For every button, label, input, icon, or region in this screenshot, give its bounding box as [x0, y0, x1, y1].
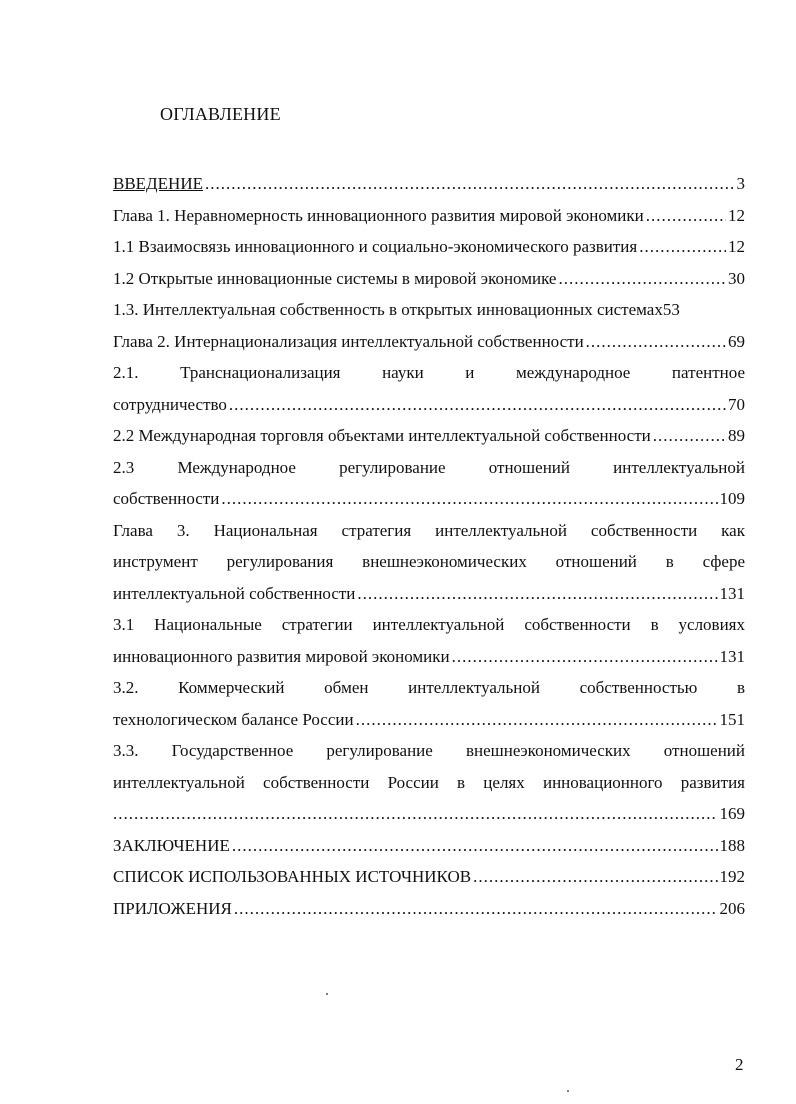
toc-entry-2-2 — [113, 420, 745, 452]
toc-label: Глава 2. Интернационализация интеллектуальной собственности — [113, 331, 584, 351]
toc-entry-3-2-line2 — [113, 704, 745, 736]
toc-entry-1-2 — [113, 263, 745, 295]
toc-label: 2.2 Международная торговля объектами интеллектуальной собственности — [113, 426, 651, 445]
toc-entry-chapter-1 — [113, 200, 745, 232]
toc-entry-chapter-3-line3 — [113, 578, 745, 610]
toc-entry-chapter-2 — [113, 326, 745, 358]
toc-page: 12 — [728, 237, 745, 256]
page-title: ОГЛАВЛЕНИЕ — [160, 104, 281, 124]
toc-entry-2-1-line1: 2.1. Транснационализация науки и международное патентное — [113, 363, 745, 382]
toc-page: 169 — [719, 804, 745, 823]
toc-entry-3-2-line1: 3.2. Коммерческий обмен интеллектуальной собственностью в — [113, 678, 745, 697]
toc-page: 131 — [719, 646, 745, 666]
scan-speck — [326, 993, 328, 995]
toc-entry-2-3-line2 — [113, 483, 745, 515]
toc-page: 69 — [728, 331, 745, 351]
toc-label: Глава 1. Неравномерность инновационного развития мировой экономики — [113, 205, 644, 225]
toc-entry-2-1-line2 — [113, 389, 745, 421]
toc-page: 188 — [719, 835, 745, 855]
toc-entry-chapter-3-line1: Глава 3. Национальная стратегия интеллектуальной собственности как — [113, 520, 745, 540]
page-number: 2 — [735, 1055, 744, 1074]
toc-page: 3 — [736, 174, 745, 193]
toc-page: 109 — [719, 489, 745, 508]
toc-entry-appendix — [113, 893, 745, 925]
toc-entry-2-3-line1: 2.3 Международное регулирование отношений интеллектуальной — [113, 457, 745, 477]
toc-label: СПИСОК ИСПОЛЬЗОВАННЫХ ИСТОЧНИКОВ — [113, 867, 472, 886]
toc-label: технологическом балансе России — [113, 709, 354, 729]
scan-speck — [567, 1090, 569, 1092]
table-of-contents — [113, 168, 745, 924]
toc-entry-conclusion — [113, 830, 745, 862]
toc-entry-3-3-line3 — [113, 798, 745, 830]
toc-entry-3-1-line2 — [113, 641, 745, 673]
toc-label: ЗАКЛЮЧЕНИЕ — [113, 835, 230, 855]
toc-entry-1-3 — [113, 294, 745, 326]
toc-label: собственности — [113, 489, 220, 508]
toc-page: 192 — [719, 867, 745, 886]
toc-page: 70 — [728, 394, 745, 414]
toc-label: инновационного развития мировой экономики — [113, 646, 450, 666]
toc-label: ПРИЛОЖЕНИЯ — [113, 898, 232, 918]
toc-page: 206 — [719, 898, 745, 918]
toc-label: 1.2 Открытые инновационные системы в мировой экономике — [113, 268, 557, 288]
toc-entry-3-3-line2: интеллектуальной собственности России в целях инновационного развития — [113, 772, 745, 792]
toc-label: 1.1 Взаимосвязь инновационного и социально-экономического развития — [113, 237, 638, 256]
toc-page: 151 — [719, 709, 745, 729]
toc-page: 131 — [719, 583, 745, 603]
toc-label: интеллектуальной собственности — [113, 583, 356, 603]
toc-entry-sources — [113, 861, 745, 893]
toc-page: 12 — [728, 205, 745, 225]
toc-label: 1.3. Интеллектуальная собственность в открытых инновационных системах53 — [113, 300, 680, 319]
toc-entry-1-1 — [113, 231, 745, 263]
toc-entry-intro — [113, 168, 745, 200]
toc-entry-3-3-line1: 3.3. Государственное регулирование внешнеэкономических отношений — [113, 741, 745, 760]
toc-entry-3-1-line1: 3.1 Национальные стратегии интеллектуальной собственности в условиях — [113, 615, 745, 634]
toc-page: 30 — [728, 268, 745, 288]
toc-entry-chapter-3-line2: инструмент регулирования внешнеэкономических отношений в сфере — [113, 552, 745, 571]
toc-label: сотрудничество — [113, 394, 227, 414]
toc-page: 89 — [728, 426, 745, 445]
toc-label: ВВЕДЕНИЕ — [113, 174, 203, 193]
